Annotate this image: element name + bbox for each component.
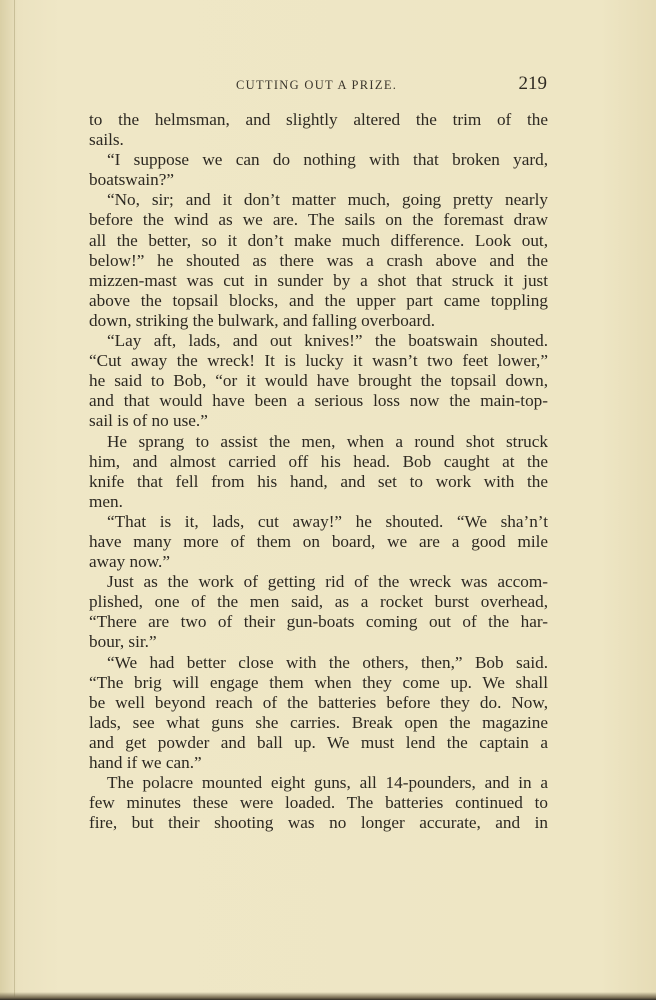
text-line: be well beyond reach of the batteries before they do. Now, xyxy=(89,692,548,712)
text-line: He sprang to assist the men, when a round shot struck xyxy=(107,431,548,451)
paragraph xyxy=(89,572,548,652)
paragraph xyxy=(89,653,548,774)
text-line: away now.” xyxy=(89,552,170,572)
page-number: 219 xyxy=(518,73,547,94)
text-line: The polacre mounted eight guns, all 14-pounders, and in a xyxy=(107,773,548,793)
text-line: men. xyxy=(89,491,123,511)
text-line: “No, sir; and it don’t matter much, going pretty nearly xyxy=(107,190,548,210)
text-line: “The brig will engage them when they come up. We shall xyxy=(89,672,548,692)
page-bottom-edge xyxy=(0,992,656,1000)
text-line: fire, but their shooting was no longer accurate, and in xyxy=(89,813,548,833)
text-line: him, and almost carried off his head. Bob caught at the xyxy=(89,451,548,471)
text-line: knife that fell from his hand, and set to work with the xyxy=(89,471,548,491)
text-line: “Lay aft, lads, and out knives!” the boatswain shouted. xyxy=(107,331,548,351)
text-line: Just as the work of getting rid of the wreck was accom- xyxy=(107,572,548,592)
text-line: few minutes these were loaded. The batteries continued to xyxy=(89,793,548,813)
paragraph xyxy=(89,331,548,431)
text-line: lads, see what guns she carries. Break open the magazine xyxy=(89,712,548,732)
text-line: he said to Bob, “or it would have brought the topsail down, xyxy=(89,371,548,391)
paragraph xyxy=(89,190,548,331)
paragraph xyxy=(89,110,548,150)
text-line: plished, one of the men said, as a rocket burst overhead, xyxy=(89,592,548,612)
paragraph xyxy=(89,773,548,833)
text-line: “That is it, lads, cut away!” he shouted. “We sha’n’t xyxy=(107,511,548,531)
text-line: bour, sir.” xyxy=(89,632,157,652)
text-line: hand if we can.” xyxy=(89,753,202,772)
text-line: “There are two of their gun-boats coming out of the har- xyxy=(89,612,548,632)
paragraph xyxy=(89,150,548,190)
text-line: all the better, so it don’t make much difference. Look out, xyxy=(89,230,548,250)
text-line: below!” he shouted as there was a crash above and the xyxy=(89,250,548,270)
text-line: to the helmsman, and slightly altered the trim of the xyxy=(89,110,548,129)
text-line: and get powder and ball up. We must lend the captain a xyxy=(89,732,548,752)
text-line: and that would have been a serious loss now the main-top- xyxy=(89,391,548,411)
page-header xyxy=(88,74,548,98)
page-fold-edge xyxy=(14,0,15,1000)
text-line: before the wind as we are. The sails on the foremast draw xyxy=(89,210,548,230)
paragraph xyxy=(89,432,548,512)
text-line: boatswain?” xyxy=(89,170,174,190)
text-line: “Cut away the wreck! It is lucky it wasn’t two feet lower,” xyxy=(89,351,548,371)
text-line: have many more of them on board, we are a good mile xyxy=(89,531,548,551)
paragraph xyxy=(89,512,548,572)
body-text xyxy=(89,110,548,833)
text-line: mizzen-mast was cut in sunder by a shot that struck it just xyxy=(89,270,548,290)
text-line: sail is of no use.” xyxy=(89,411,208,431)
text-line: sails. xyxy=(89,130,124,150)
text-line: down, striking the bulwark, and falling overboard. xyxy=(89,310,436,330)
text-line: “I suppose we can do nothing with that broken yard, xyxy=(107,150,548,170)
text-line: “We had better close with the others, then,” Bob said. xyxy=(107,652,548,672)
text-line: above the topsail blocks, and the upper part came toppling xyxy=(89,290,548,310)
running-title: CUTTING OUT A PRIZE. xyxy=(236,78,398,92)
